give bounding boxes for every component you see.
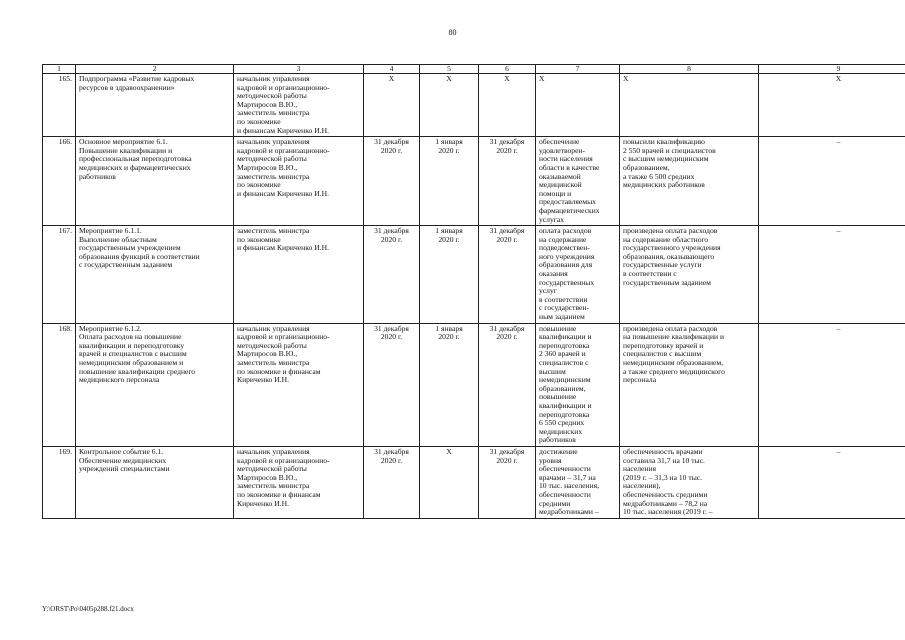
expected-result: X — [536, 74, 620, 137]
responsible-person: начальник управления кадровой и организационно- методической работы Мартиросов В.Ю., заместитель министра по экономике и финансам Кириченко И.Н. — [234, 74, 364, 137]
actual-result: произведена оплата расходов на повышение квалификации и переподготовку врачей и специалистов с высшим немедицинским образованием, а также среднего медицинского персонала — [620, 323, 759, 446]
activity-name: Мероприятие 6.1.2. Оплата расходов на повышение квалификации и переподготовку врачей и специалистов с высшим немедицинским образованием и повышение квалификации среднего медицинского персонала — [76, 323, 234, 446]
column-number: 4 — [364, 65, 420, 74]
row-number: 166. — [43, 137, 76, 226]
actual-result: повысили квалификацию 2 550 врачей и специалистов с высшим немедицинским образованием, а также 6 500 средних медицинских работников — [620, 137, 759, 226]
start-date: 31 декабря 2020 г. — [364, 323, 420, 446]
column-number: 1 — [43, 65, 76, 74]
start-date: X — [364, 74, 420, 137]
activity-name: Мероприятие 6.1.1. Выполнение областным государственным учреждением образования функций в соответствии с государственным заданием — [76, 226, 234, 324]
table-row — [43, 74, 905, 137]
column-number: 6 — [479, 65, 536, 74]
expected-result: повышение квалификации и переподготовка 2 360 врачей и специалистов с высшим немедицинским образованием, повышение квалификации и переподготовка 6 550 средних медицинских работников — [536, 323, 620, 446]
actual-result: обеспеченность врачами составила 31,7 на 10 тыс. населения (2019 г. – 31,3 на 10 тыс. населения), обеспеченность средними медработниками – 78,2 на 10 тыс. населения (2019 г. – — [620, 446, 759, 518]
start-date: 31 декабря 2020 г. — [364, 226, 420, 324]
fact-end-date: 31 декабря 2020 г. — [479, 323, 536, 446]
expected-result: достижение уровня обеспеченности врачами – 31,7 на 10 тыс. населения, обеспеченности средними медработниками – — [536, 446, 620, 518]
column-number-row — [43, 65, 905, 74]
responsible-person: начальник управления кадровой и организационно- методической работы Мартиросов В.Ю., заместитель министра по экономике и финансам Кириченко И.Н. — [234, 323, 364, 446]
start-date: 31 декабря 2020 г. — [364, 446, 420, 518]
report-table — [42, 64, 905, 519]
activity-name: Основное мероприятие 6.1. Повышение квалификации и профессиональная переподготовка медицинских и фармацевтических работников — [76, 137, 234, 226]
column-number: 3 — [234, 65, 364, 74]
column-number: 2 — [76, 65, 234, 74]
column-number: 8 — [620, 65, 759, 74]
plan-end-date: 1 января 2020 г. — [420, 226, 479, 324]
note: – — [759, 323, 905, 446]
actual-result: произведена оплата расходов на содержание областного государственного учреждения образования, оказывающего государственные услуги в соответствии с государственным заданием — [620, 226, 759, 324]
row-number: 165. — [43, 74, 76, 137]
page-number: 80 — [448, 28, 457, 37]
note: – — [759, 226, 905, 324]
table-row — [43, 137, 905, 226]
row-number: 168. — [43, 323, 76, 446]
note: – — [759, 446, 905, 518]
activity-name: Подпрограмма «Развитие кадровых ресурсов в здравоохранении» — [76, 74, 234, 137]
fact-end-date: 31 декабря 2020 г. — [479, 137, 536, 226]
table-row — [43, 323, 905, 446]
plan-end-date: X — [420, 74, 479, 137]
activity-name: Контрольное событие 6.1. Обеспечение медицинских учреждений специалистами — [76, 446, 234, 518]
responsible-person: начальник управления кадровой и организационно- методической работы Мартиросов В.Ю., заместитель министра по экономике и финансам Кириченко И.Н. — [234, 446, 364, 518]
plan-end-date: 1 января 2020 г. — [420, 137, 479, 226]
expected-result: обеспечение удовлетворен- ности населения области в качестве оказываемой медицинской помощи и предоставляемых фармацевтических услугах — [536, 137, 620, 226]
row-number: 169. — [43, 446, 76, 518]
table-row — [43, 446, 905, 518]
responsible-person: начальник управления кадровой и организационно- методической работы Мартиросов В.Ю., заместитель министра по экономике и финансам Кириченко И.Н. — [234, 137, 364, 226]
actual-result: X — [620, 74, 759, 137]
start-date: 31 декабря 2020 г. — [364, 137, 420, 226]
row-number: 167. — [43, 226, 76, 324]
note: – — [759, 137, 905, 226]
fact-end-date: 31 декабря 2020 г. — [479, 446, 536, 518]
responsible-person: заместитель министра по экономике и финансам Кириченко И.Н. — [234, 226, 364, 324]
fact-end-date: 31 декабря 2020 г. — [479, 226, 536, 324]
plan-end-date: 1 января 2020 г. — [420, 323, 479, 446]
fact-end-date: X — [479, 74, 536, 137]
plan-end-date: X — [420, 446, 479, 518]
column-number: 7 — [536, 65, 620, 74]
table-row — [43, 226, 905, 324]
note: X — [759, 74, 905, 137]
expected-result: оплата расходов на содержание подведомствен- ного учреждения образования для оказания государственных услуг в соответствии с государствен- ным заданием — [536, 226, 620, 324]
column-number: 9 — [759, 65, 905, 74]
file-path-footer: Y:\ORST\Po\0405p288.f21.docx — [42, 605, 134, 613]
column-number: 5 — [420, 65, 479, 74]
